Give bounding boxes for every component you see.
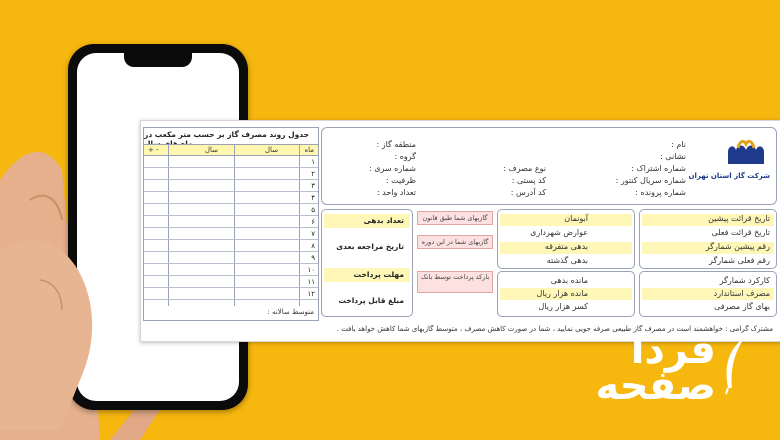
note-legal-cost: گازبهای شما طبق قانون xyxy=(417,211,493,225)
usage-meter: کارکرد شمارگر xyxy=(719,276,770,285)
field-gas-zone: منطقه گاز : xyxy=(376,140,416,149)
customer-info-box xyxy=(321,127,777,205)
charge-misc: بدهی متفرقه xyxy=(544,242,588,251)
charges-box xyxy=(497,209,635,269)
month-number: ۶ xyxy=(311,218,315,226)
table-header-row xyxy=(144,144,318,156)
header-year-2: سال xyxy=(204,146,218,154)
bill-footer-note: مشترک گرامی : خواهشمند است در مصرف گاز طبیعی صرفه جویی نمایید ، شما در صورت کاهش مصرف ، متوسط گازبهای شما کاهش خواهد یافت . xyxy=(336,325,773,333)
month-number: ۱ xyxy=(311,158,315,166)
farda-safhe-logo xyxy=(595,327,716,409)
table-title: جدول روند مصرف گاز بر حسب متر مکعب در xyxy=(144,130,310,139)
phone-notch xyxy=(124,53,192,67)
gas-company-logo xyxy=(724,138,768,168)
field-postal-code: کد پستی : xyxy=(511,176,546,185)
readings-box xyxy=(639,209,777,269)
payment-debt-count: تعداد بدهی xyxy=(363,216,404,225)
usage-box xyxy=(639,271,777,317)
table-row xyxy=(144,205,318,216)
balance-remaining: مانده بدهی xyxy=(550,276,588,285)
header-diff: + - xyxy=(148,146,159,154)
company-name: شرکت گاز استان تهران xyxy=(688,172,770,180)
reading-prev-meter: رقم پیشین شمارگر xyxy=(705,242,770,251)
field-capacity: ظرفیت : xyxy=(385,176,416,185)
charge-previous: بدهی گذشته xyxy=(546,256,588,265)
payment-amount: مبلغ قابل پرداخت xyxy=(338,296,404,305)
balance-box xyxy=(497,271,635,317)
reading-curr-date: تاریخ قرائت فعلی xyxy=(711,228,770,237)
field-units: تعداد واحد : xyxy=(376,188,416,197)
field-subscription: شماره اشتراک : xyxy=(631,164,686,173)
header-year-1: سال xyxy=(264,146,278,154)
month-number: ۱۲ xyxy=(307,290,315,298)
thumb xyxy=(0,220,120,430)
month-number: ۱۰ xyxy=(307,266,315,274)
usage-standard: مصرف استاندارد xyxy=(713,289,770,298)
table-row xyxy=(144,241,318,252)
month-number: ۱۱ xyxy=(307,278,315,286)
table-row xyxy=(144,217,318,228)
month-number: ۸ xyxy=(311,242,315,250)
note-bank-barcode: بارکد پرداخت توسط بانک xyxy=(417,271,493,293)
month-number: ۹ xyxy=(311,254,315,262)
table-row xyxy=(144,157,318,168)
field-name: نام : xyxy=(671,140,686,149)
month-number: ۳ xyxy=(311,182,315,190)
avg-label: متوسط سالانه : xyxy=(267,308,314,316)
reading-prev-date: تاریخ قرائت پیشین xyxy=(708,214,770,223)
charge-municipal: عوارض شهرداری xyxy=(530,228,588,237)
month-number: ۲ xyxy=(311,170,315,178)
logo-line2: صفحه xyxy=(595,363,716,409)
table-row xyxy=(144,169,318,180)
table-row xyxy=(144,289,318,300)
table-row xyxy=(144,277,318,288)
note-period-cost: گازبهای شما در این دوره xyxy=(417,235,493,249)
payment-deadline: مهلت پرداخت xyxy=(353,270,404,279)
field-address: نشانی : xyxy=(660,152,686,161)
feather-pen-icon xyxy=(720,336,750,396)
table-row xyxy=(144,229,318,240)
field-address-code: کد آدرس : xyxy=(510,188,546,197)
payment-next-visit: تاریخ مراجعه بعدی xyxy=(336,242,404,251)
field-group: گروه : xyxy=(394,152,416,161)
balance-deduction: کسر هزار ریال xyxy=(538,302,588,311)
table-row xyxy=(144,253,318,264)
month-number: ۵ xyxy=(311,206,315,214)
month-number: ۴ xyxy=(311,194,315,202)
consumption-table xyxy=(143,127,319,321)
month-number: ۷ xyxy=(311,230,315,238)
field-series: شماره سری : xyxy=(369,164,416,173)
field-usage-type: نوع مصرف : xyxy=(503,164,546,173)
field-file-number: شماره پرونده : xyxy=(635,188,686,197)
charge-subscription: آبونمان xyxy=(564,214,588,223)
field-meter-serial: شماره سریال کنتور : xyxy=(615,176,686,185)
table-row xyxy=(144,193,318,204)
gas-bill xyxy=(140,120,780,342)
payment-box xyxy=(321,209,413,317)
table-row xyxy=(144,265,318,276)
header-month: ماه xyxy=(304,146,314,154)
reading-curr-meter: رقم فعلی شمارگر xyxy=(709,256,770,265)
balance-thousand: مانده هزار ریال xyxy=(536,289,588,298)
logo-line1: فردا xyxy=(630,327,716,373)
table-row xyxy=(144,181,318,192)
usage-cost: بهای گاز مصرفی xyxy=(714,302,770,311)
